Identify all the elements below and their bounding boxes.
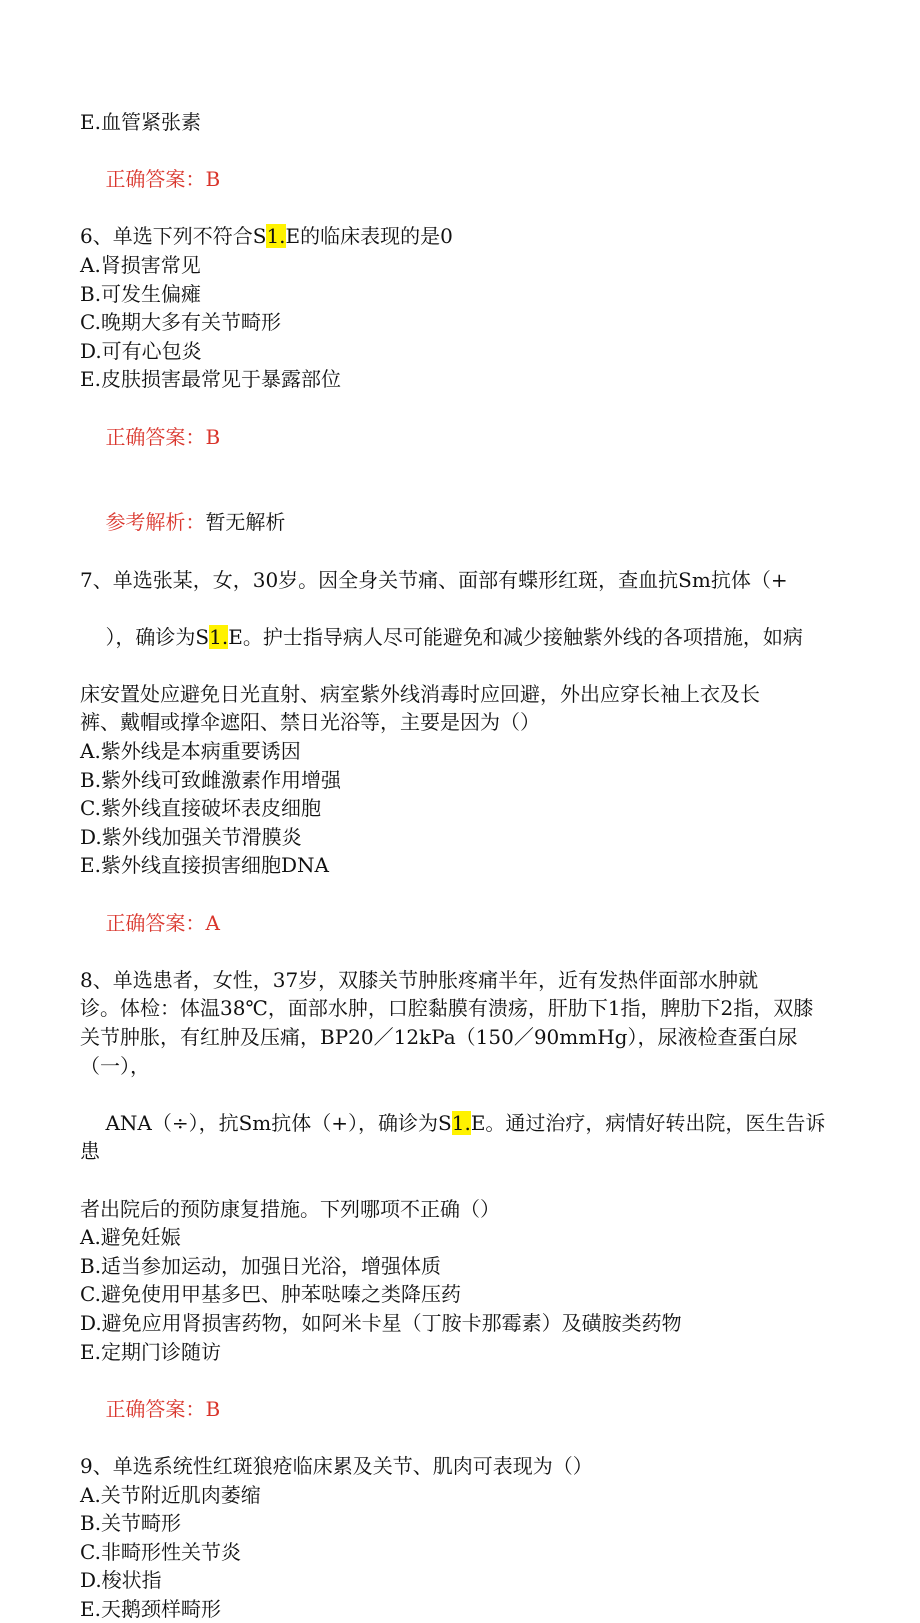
answer-value: B (205, 167, 221, 192)
question-6-highlight: 1. (266, 224, 286, 249)
question-5-option-e: E.血管紧张素 (80, 110, 201, 134)
question-8-stem-line-5: 者出院后的预防康复措施。下列哪项不正确（） (80, 1196, 500, 1221)
question-6-option-b: B.可发生偏瘫 (80, 281, 202, 306)
question-7-option-d: D.紫外线加强关节滑膜炎 (80, 824, 302, 849)
question-8-answer (80, 1366, 840, 1452)
question-6-option-e: E.皮肤损害最常见于暴露部位 (80, 367, 341, 392)
question-8-option-b: B.适当参加运动，加强日光浴，增强体质 (80, 1253, 442, 1278)
document-page (80, 108, 840, 1623)
question-7-stem-line-3: 床安置处应避免日光直射、病室紫外线消毒时应回避，外出应穿长袖上衣及长 (80, 681, 760, 706)
analysis-label: 参考解析： (105, 510, 206, 535)
answer-label: 正确答案： (105, 910, 206, 935)
answer-value: B (205, 424, 221, 449)
question-9-stem: 9、单选系统性红斑狼疮临床累及关节、肌肉可表现为（） (80, 1453, 593, 1478)
question-6-option-d: D.可有心包炎 (80, 338, 202, 363)
answer-value: B (205, 1396, 221, 1421)
question-7-stem-line-4: 裤、戴帽或撑伞遮阳、禁日光浴等，主要是因为（） (80, 710, 540, 735)
question-7-option-a: A.紫外线是本病重要诱因 (80, 739, 301, 764)
question-5-answer (80, 137, 840, 223)
analysis-value: 暂无解析 (205, 510, 286, 535)
answer-label: 正确答案： (105, 1396, 206, 1421)
question-8-stem-line-3: 关节肿胀，有红肿及压痛，BP20／12kPa（150／90mmHg），尿液检查蛋白尿（一）， (80, 1025, 798, 1078)
question-9-option-b: B.关节畸形 (80, 1511, 182, 1536)
answer-label: 正确答案： (105, 424, 206, 449)
question-6-analysis (80, 480, 840, 566)
question-7-option-c: C.紫外线直接破坏表皮细胞 (80, 796, 321, 821)
answer-value: A (205, 910, 220, 935)
question-8-option-a: A.避免妊娠 (80, 1225, 181, 1250)
question-8-line-4-suffix: E。通过治疗，病情好转出院，医生告诉患 (80, 1110, 826, 1164)
question-8-highlight: 1. (451, 1110, 471, 1135)
answer-label: 正确答案： (105, 167, 206, 192)
question-7-option-e: E.紫外线直接损害细胞DNA (80, 853, 329, 878)
question-9-option-e: E.天鹅颈样畸形 (80, 1596, 221, 1621)
question-7-stem-line-1: 7、单选张某，女，30岁。因全身关节痛、面部有蝶形红斑，查血抗Sm抗体（+ (80, 567, 788, 592)
question-6-stem (80, 222, 840, 251)
question-6-suffix: E的临床表现的是0 (285, 224, 453, 249)
question-9-option-a: A.关节附近肌肉萎缩 (80, 1482, 261, 1507)
question-7-answer (80, 880, 840, 966)
question-8-option-d: D.避免应用肾损害药物，如阿米卡星（丁胺卡那霉素）及磺胺类药物 (80, 1310, 682, 1335)
question-8-option-c: C.避免使用甲基多巴、肿苯哒嗪之类降压药 (80, 1282, 461, 1307)
question-9-option-c: C.非畸形性关节炎 (80, 1539, 241, 1564)
question-6-option-a: A.肾损害常见 (80, 252, 201, 277)
question-6-answer (80, 394, 840, 480)
question-8-line-4-prefix: ANA（÷），抗Sm抗体（+），确诊为S (105, 1110, 452, 1135)
question-7-line-2-suffix: E。护士指导病人尽可能避免和减少接触紫外线的各项措施，如病 (228, 624, 803, 649)
question-7-stem-line-2 (80, 594, 840, 680)
question-8-stem-line-4 (80, 1080, 840, 1194)
question-7-highlight: 1. (209, 624, 229, 649)
question-8-option-e: E.定期门诊随访 (80, 1339, 221, 1364)
question-8-stem-line-1: 8、单选患者，女性，37岁，双膝关节肿胀疼痛半年，近有发热伴面部水肿就 (80, 967, 759, 992)
question-8-stem-line-2: 诊。体检：体温38℃，面部水肿，口腔黏膜有溃疡，肝肋下1指，脾肋下2指，双膝 (80, 996, 814, 1021)
question-7-option-b: B.紫外线可致雌激素作用增强 (80, 767, 342, 792)
question-6-option-c: C.晚期大多有关节畸形 (80, 310, 281, 335)
question-9-option-d: D.梭状指 (80, 1568, 162, 1593)
question-7-line-2-prefix: ），确诊为S (105, 624, 210, 649)
question-6-prefix: 6、单选下列不符合S (80, 224, 267, 249)
